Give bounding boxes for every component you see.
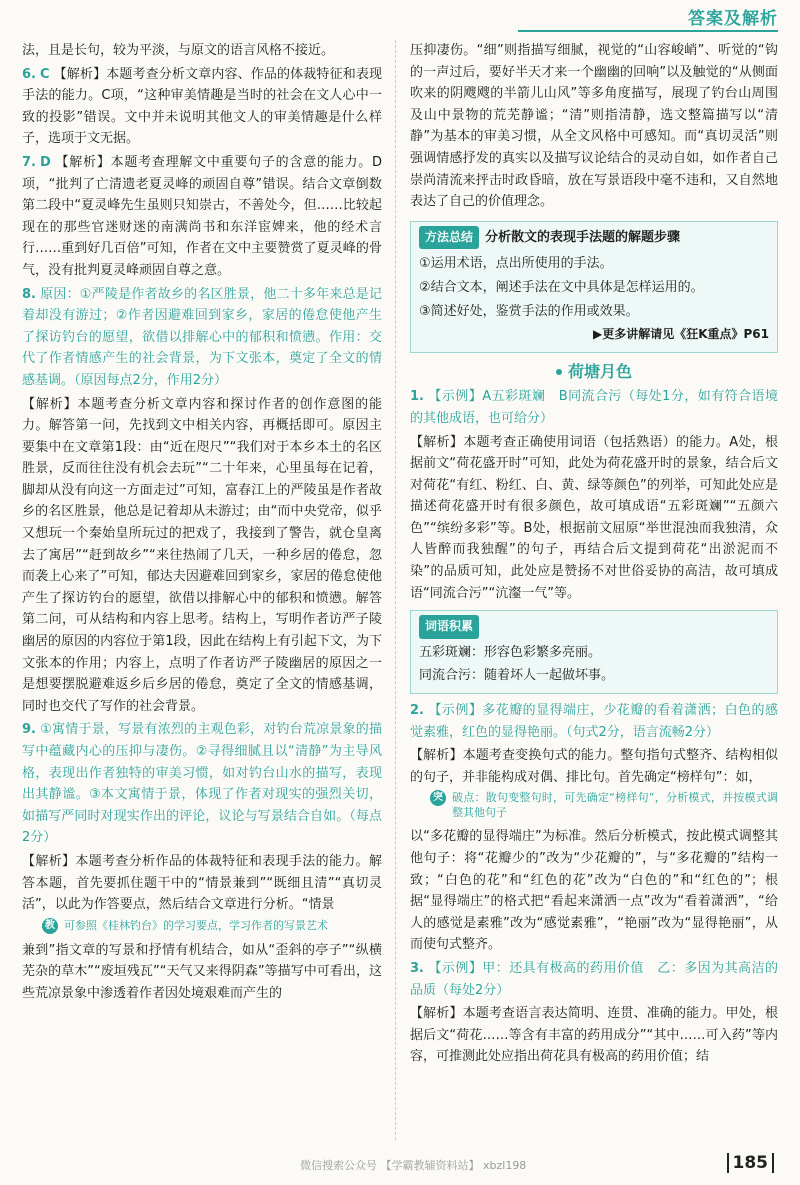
question-answer bbox=[22, 152, 382, 282]
page-footer bbox=[0, 1153, 800, 1177]
explanation-text: 【解析】本题考查分析文章内容、作品的体裁特征和表现手法的能力。C项，“这种审美情趣是当时的社会在文人心中一致的投影”错误。文中并未说明其他文人的审美情趣是什么样子，选项于文无据。 bbox=[22, 66, 382, 147]
paragraph: 【解析】本题考查语言表达简明、连贯、准确的能力。甲处，根据后文“荷花……等含有丰富的药用成分”“其中……可入药”等内容，可推测此处应指出荷花具有极高的药用价值；结 bbox=[410, 1006, 778, 1065]
page-header bbox=[478, 0, 778, 36]
vocabulary-box bbox=[410, 610, 778, 694]
box-item: ①运用术语，点出所使用的手法。 bbox=[419, 256, 613, 272]
vocabulary-label: 词语积累 bbox=[419, 615, 479, 639]
note-text: 破点：散句变整句时，可先确定“榜样句”，分析模式，并按模式调整其他句子 bbox=[452, 791, 778, 820]
paragraph: 【解析】本题考查正确使用词语（包括熟语）的能力。A处，根据前文“荷花盛开时”可知，此处为荷花盛开时的景象，结合后文对荷花“有红、粉红、白、黄、绿等颜色”的列举，可知此处应是描述荷花盛开时有很多颜色，故可填成语“五彩斑斓”“五颜六色”“缤纷多彩”等。B处，根据前文屈原“举世混浊而我独清，众人皆醉而我独醒”的句子，再结合后文提到荷花“出淤泥而不染”的品质可知，此处应是赞扬不对世俗妥协的高洁，故可填成语“同流合污”“沆瀣一气”等。 bbox=[410, 434, 778, 601]
note-icon: 教 bbox=[42, 918, 58, 934]
question-number: 7. bbox=[22, 154, 36, 170]
reference-answer: 原因：①严陵是作者故乡的名区胜景，他二十多年来总是记着却没有游过；②作者因避难回到家乡，家居的倦怠使他产生了探访钓台的愿望，欲借以排解心中的郁积和愤懑。作用：交代了作者情感产生的社会背景，为下文张本，奠定了全文的情感基调。（原因每点2分，作用2分） bbox=[22, 286, 382, 388]
question-number: 9. bbox=[22, 722, 36, 738]
question-answer bbox=[22, 64, 382, 150]
question-number: 2. bbox=[410, 703, 424, 719]
section-bullet-icon bbox=[556, 369, 562, 375]
reference-answer: ①寓情于景，写景有浓烈的主观色彩，对钓台荒凉景象的描写中蕴藏内心的压抑与凄伤。②寻得细腻且以“清静”为主导风格，表现出作者独特的审美习惯，如对钓台山水的描写，表现出其静谧。③本文寓情于景，体现了作者对现实的强烈关切，如描写严同时对现实作出的评论，议论与写景结合自如。（每点2分） bbox=[22, 722, 382, 846]
question-number: 3. bbox=[410, 960, 424, 976]
box-item: ③简述好处，鉴赏手法的作用或效果。 bbox=[419, 303, 639, 319]
more-reference: ▶更多讲解请见《狂K重点》P61 bbox=[592, 327, 769, 342]
question-answer bbox=[22, 284, 382, 392]
reference-answer: 【示例】甲：还具有极高的药用价值 乙：多因为其高洁的品质（每处2分） bbox=[410, 960, 778, 998]
margin-note bbox=[42, 918, 382, 934]
paragraph: 兼到”指文章的写景和抒情有机结合，如从“歪斜的亭子”“纵横芜杂的草木”“废垣残瓦”“天气又来得阴森”等描写中可看出，这些荒凉景象中渗透着作者因处境艰难而产生的 bbox=[22, 942, 382, 1001]
question-number: 8. bbox=[22, 286, 36, 302]
reference-answer: 【示例】多花瓣的显得端庄，少花瓣的看着潇洒；白色的感觉素雅，红色的显得艳丽。（句式2分，语言流畅2分） bbox=[410, 703, 778, 740]
section-title bbox=[410, 361, 778, 383]
question-answer bbox=[410, 386, 778, 429]
box-title: 分析散文的表现手法题的解题步骤 bbox=[485, 229, 681, 245]
note-text: 可参照《桂林钓台》的学习要点，学习作者的写景艺术 bbox=[64, 918, 328, 932]
paragraph: 压抑凄伤。“细”则指描写细腻，视觉的“山容峻峭”、听觉的“钩的一声过后，要好半天才来一个幽幽的回响”以及触觉的“从侧面吹来的阴飕飕的半箭儿山风”等多角度描写，展现了钓台山周围及山中景物的荒芜静谧；“清”则指清静，选文整篇描写以“清静”为基本的审美习惯，从全文风格中可感知。而“真切灵活”则强调情感抒发的真实以及描写议论结合的灵动自如，如作者自己崇尚清流来抨击时政昏暗，放在写景语段中毫不违和，又自然地表达了自己的价值理念。 bbox=[410, 43, 778, 210]
question-answer bbox=[22, 719, 382, 849]
question-answer bbox=[410, 700, 778, 743]
explanation-text: 【解析】本题考查理解文中重要句子的含意的能力。D项，“批判了亡清遗老夏灵峰的顽固自尊”错误。结合文章倒数第二段中“夏灵峰先生虽则只知崇古，不善处今，但……比较起现在的那些官迷财迷的南满尚书和东洋宦婢来，他的经术言行……重到好几百倍”可知，作者在文中主要赞赏了夏灵峰的骨气，没有批判夏灵峰顽固自尊之意。 bbox=[22, 154, 382, 278]
paragraph: 法，且是长句，较为平淡，与原文的语言风格不接近。 bbox=[22, 43, 335, 58]
header-rule bbox=[518, 30, 778, 32]
reference-answer: 【示例】A五彩斑斓 B同流合污（每处1分，如有符合语境的其他成语，也可给分） bbox=[410, 389, 778, 426]
paragraph: 【解析】本题考查变换句式的能力。整句指句式整齐、结构相似的句子，并非能构成对偶、排比句。首先确定“榜样句”：如， bbox=[410, 748, 778, 785]
column-divider bbox=[395, 40, 396, 1140]
question-answer bbox=[410, 958, 778, 1001]
method-summary-box bbox=[410, 221, 778, 353]
box-header bbox=[419, 226, 769, 250]
section-title-text: 荷塘月色 bbox=[567, 361, 632, 381]
box-label: 方法总结 bbox=[419, 226, 479, 250]
footer-watermark: 微信搜索公众号 【学霸教辅资料站】 xbzl198 bbox=[300, 1159, 527, 1172]
paragraph: 【解析】本题考查分析作品的体裁特征和表现手法的能力。解答本题，首先要抓住题干中的“情景兼到”“既细且清”“真切灵活”，以此为作答要点，然后结合文章进行分析。“情景 bbox=[22, 853, 382, 913]
vocabulary-item: 同流合污：随着坏人一起做坏事。 bbox=[419, 668, 615, 684]
header-title: 答案及解析 bbox=[688, 9, 778, 29]
vocabulary-item: 五彩斑斓：形容色彩繁多亮丽。 bbox=[419, 644, 602, 660]
answer-letter: C bbox=[39, 66, 50, 82]
page-number: 185 bbox=[727, 1153, 775, 1173]
question-number: 1. bbox=[410, 389, 424, 405]
right-column bbox=[410, 40, 778, 1070]
question-number: 6. bbox=[22, 66, 36, 82]
answer-letter: D bbox=[39, 154, 51, 170]
paragraph: 以“多花瓣的显得端庄”为标准。然后分析模式，按此模式调整其他句子：将“花瓣少的”改为“少花瓣的”，与“多花瓣的”结构一致；“白色的花”和“红色的花”改为“白色的”和“红色的”；根据“显得端庄”的格式把“看起来潇洒一点”改为“看着潇洒”，“给人的感觉是素雅”改为“感觉素雅”，“艳丽”改为“显得艳丽”，从而使句式整齐。 bbox=[410, 829, 778, 953]
note-icon: 突 bbox=[430, 790, 446, 806]
box-item: ②结合文本，阐述手法在文中具体是怎样运用的。 bbox=[419, 279, 704, 295]
paragraph: 【解析】本题考查分析文章内容和探讨作者的创作意图的能力。解答第一问，先找到文中相关内容，再概括即可。原因主要集中在文章第1段：由“近在咫尺”“我们对于本乡本土的名区胜景，反而往往没有机会去玩”“二十年来，心里虽每在记着，脚却从没有向这一方面走过”可知，富春江上的严陵虽是作者故乡的名区胜景，他总是记着却从未游过；由“而中央党帝，似乎又想玩一个秦始皇所玩过的把戏了，我接到了警告，就仓皇离去了寓居”“赶到故乡”“来往热闹了几天，一种乡居的倦怠，忽而袭上心来了”可知，郁达夫因避难回到家乡，家居的倦怠使他产生了探访钓台的愿望，欲借以排解心中的郁积和愤懑。解答第二问，可从结构和内容上思考。结构上，写明作者访严子陵幽居的原因的内容位于第1段，因此在结构上有引起下文，为下文张本的作用；内容上，点明了作者访严子陵幽居的原因之一是想要摆脱避难返乡后乡居的倦怠，奠定了全文的情感基调，同时也交代了写作的社会背景。 bbox=[22, 396, 382, 714]
left-column bbox=[22, 40, 382, 1007]
margin-note bbox=[430, 790, 778, 820]
